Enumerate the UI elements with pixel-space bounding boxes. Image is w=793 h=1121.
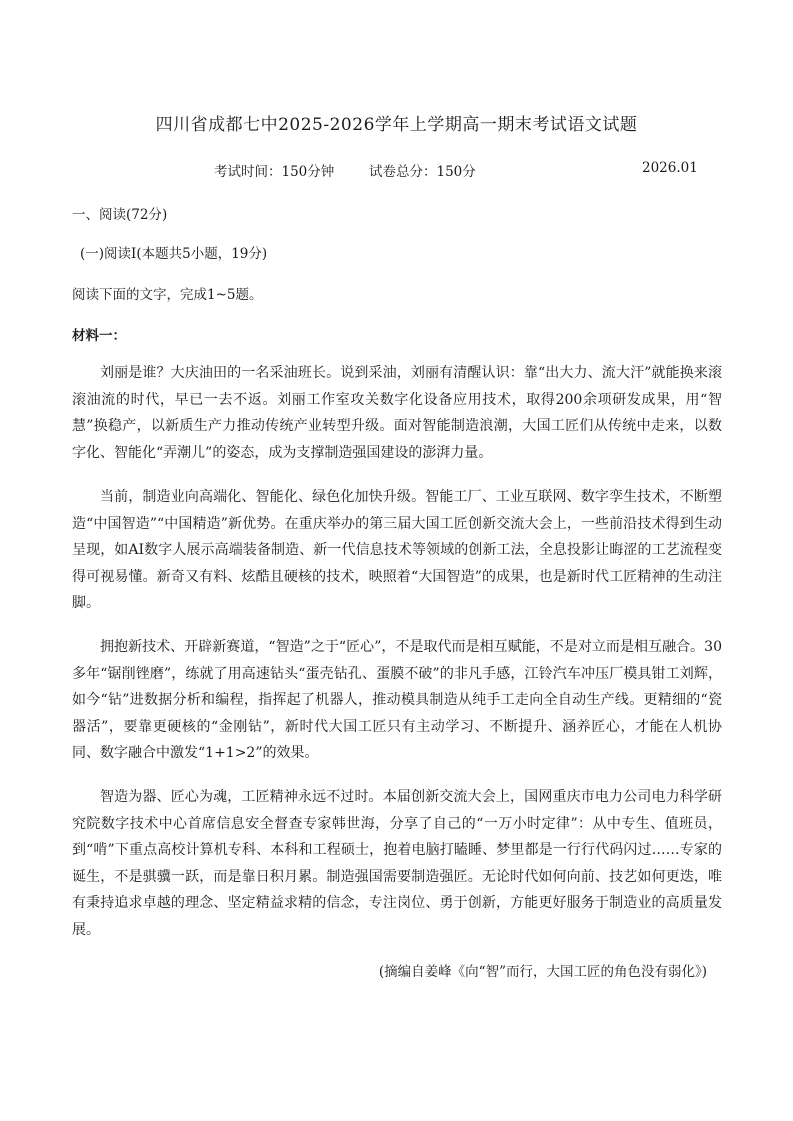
paragraph-3: 拥抱新技术、开辟新赛道，“智造”之于“匠心”，不是取代而是相互赋能，不是对立而是相互融合。30多年“锯削锉磨”，练就了用高速钻头“蛋壳钻孔、蛋膜不破”的非凡手感，江铃汽车冲压厂模具钳工刘辉，如今“钻”进数据分析和编程，指挥起了机器人，推动模具制造从纯手工走向全自动生产线。更精细的“瓷器活”，要靠更硬核的“金刚钻”，新时代大国工匠只有主动学习、不断提升、涵养匠心，才能在人机协同、数字融合中激发“1+1>2”的效果。 bbox=[72, 639, 722, 761]
section-heading: 一、阅读(72分) bbox=[72, 207, 168, 223]
material-label: 材料一： bbox=[72, 328, 126, 344]
paragraph-1: 刘丽是谁？大庆油田的一名采油班长。说到采油，刘丽有清醒认识：靠“出大力、流大汗”就能换来滚滚油流的时代，早已一去不返。刘丽工作室攻关数字化设备应用技术，取得200余项研发成果，用“智慧”换稳产，以新质生产力推动传统产业转型升级。面对智能制造浪潮，大国工匠们从传统中走来，以数字化、智能化“弄潮儿”的姿态，成为支撑制造强国建设的澎湃力量。 bbox=[72, 365, 722, 461]
exam-date: 2026.01 bbox=[642, 160, 698, 176]
total-score: 试卷总分：150分 bbox=[369, 164, 476, 180]
source-citation: (摘编自姜峰《向“智”而行，大国工匠的角色没有弱化》) bbox=[378, 964, 707, 980]
instruction-text: 阅读下面的文字，完成1~5题。 bbox=[72, 287, 263, 303]
page-title: 四川省成都七中2025-2026学年上学期高一期末考试语文试题 bbox=[155, 115, 638, 135]
exam-time: 考试时间：150分钟 bbox=[214, 164, 335, 180]
paragraph-2: 当前，制造业向高端化、智能化、绿色化加快升级。智能工厂、工业互联网、数字孪生技术，不断塑造“中国智造”“中国精造”新优势。在重庆举办的第三届大国工匠创新交流大会上，一些前沿技术得到生动呈现，如AI数字人展示高端装备制造、新一代信息技术等领域的创新工法，全息投影让晦涩的工艺流程变得可视易懂。新奇又有料、炫酷且硬核的技术，映照着“大国智造”的成果，也是新时代工匠精神的生动注脚。 bbox=[72, 489, 722, 611]
section-subheading: (一)阅读Ⅰ(本题共5小题，19分) bbox=[80, 246, 268, 262]
paragraph-4: 智造为器、匠心为魂，工匠精神永远不过时。本届创新交流大会上，国网重庆市电力公司电力科学研究院数字技术中心首席信息安全督查专家韩世海，分享了自己的“一万小时定律”：从中专生、值班员，到“啃”下重点高校计算机专科、本科和工程硕士，抱着电脑打瞌睡、梦里都是一行行代码闪过……专家的诞生，不是骐骥一跃，而是靠日积月累。制造强国需要制造强匠。无论时代如何向前、技艺如何更迭，唯有秉持追求卓越的理念、坚定精益求精的信念，专注岗位、勇于创新，方能更好服务于制造业的高质量发展。 bbox=[72, 789, 722, 938]
